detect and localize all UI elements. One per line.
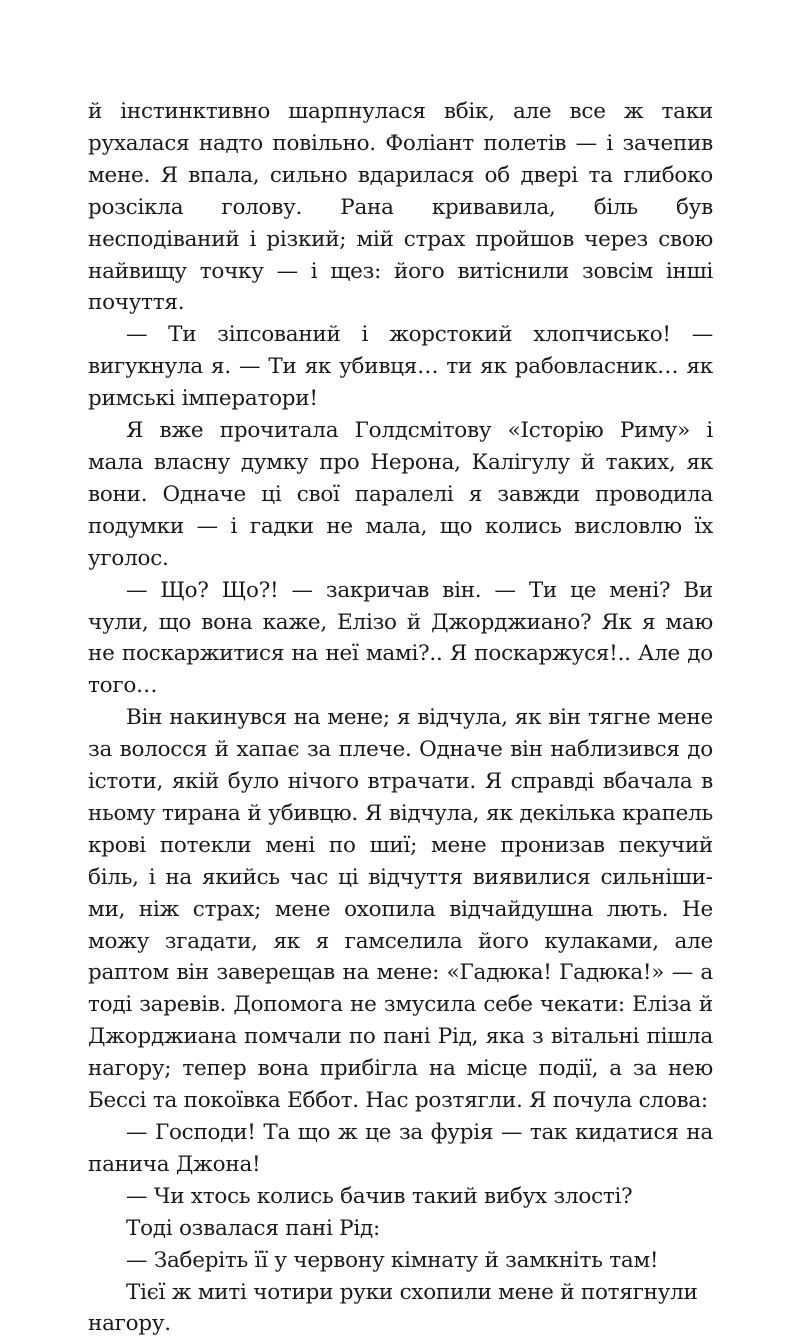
paragraph-5: Він накинувся на мене; я відчула, як він тягне мене за волосся й хапає за плече. Одначе він наблизився до істоти, якій було нічого втрачати. Я справді вбачала в ньому тирана й убивцю. Я відчула, як декілька крапель крові потекли мені по шиї; мене пронизав пекучий біль, і на якийсь час ці відчуття виявилися сильнішими, ніж страх; мене охопила відчайдушна лють. Не можу згадати, як я гамселила його кулаками, але раптом він заверещав на мене: «Гадюка! Гадюка!» — а тоді заревів. Допомога не змусила себе чекати: Еліза й Джорджиана помчали по пані Рід, яка з вітальні пішла нагору; тепер вона прибігла на місце події, а за нею Бессі та покоївка Еббот. Нас розтягли. Я почула слова: bbox=[88, 705, 713, 1114]
paragraph-6: — Господи! Та що ж це за фурія — так кидатися на панича Джона! bbox=[88, 1120, 713, 1177]
paragraph-9: — Заберіть її у червону кімнату й замкніть там! bbox=[126, 1247, 659, 1273]
paragraph-3: Я вже прочитала Голдсмітову «Історію Риму» і мала власну думку про Нерона, Калігулу й таких, як вони. Одначе ці свої паралелі я завжди проводила подумки — і гадки не мала, що колись висловлю їх уголос. bbox=[88, 418, 713, 571]
paragraph-4: — Що? Що?! — закричав він. — Ти це мені? Ви чули, що вона каже, Елізо й Джорджиано? Як я маю не поскаржитися на неї мамі?.. Я поскаржуся!.. Але до того… bbox=[88, 577, 713, 699]
paragraph-2: — Ти зіпсований і жорстокий хлопчисько! — вигукнула я. — Ти як убивця… ти як рабовласник… як римські імператори! bbox=[88, 322, 713, 412]
book-page-text bbox=[88, 96, 713, 1340]
paragraph-1: й інстинктивно шарпнулася вбік, але все ж таки рухалася надто повільно. Фоліант полетів — і зачепив мене. Я впала, сильно вдарилася об двері та глибоко розсікла голову. Рана кривавила, біль був несподіваний і різкий; мій страх пройшов через свою найвищу точку — і щез: його витіснили зовсім інші почуття. bbox=[88, 99, 713, 316]
paragraph-7: — Чи хтось колись бачив такий вибух злості? bbox=[126, 1183, 633, 1209]
paragraph-10: Тієї ж миті чотири руки схопили мене й потягнули нагору. bbox=[88, 1279, 698, 1337]
paragraph-8: Тоді озвалася пані Рід: bbox=[126, 1215, 381, 1241]
